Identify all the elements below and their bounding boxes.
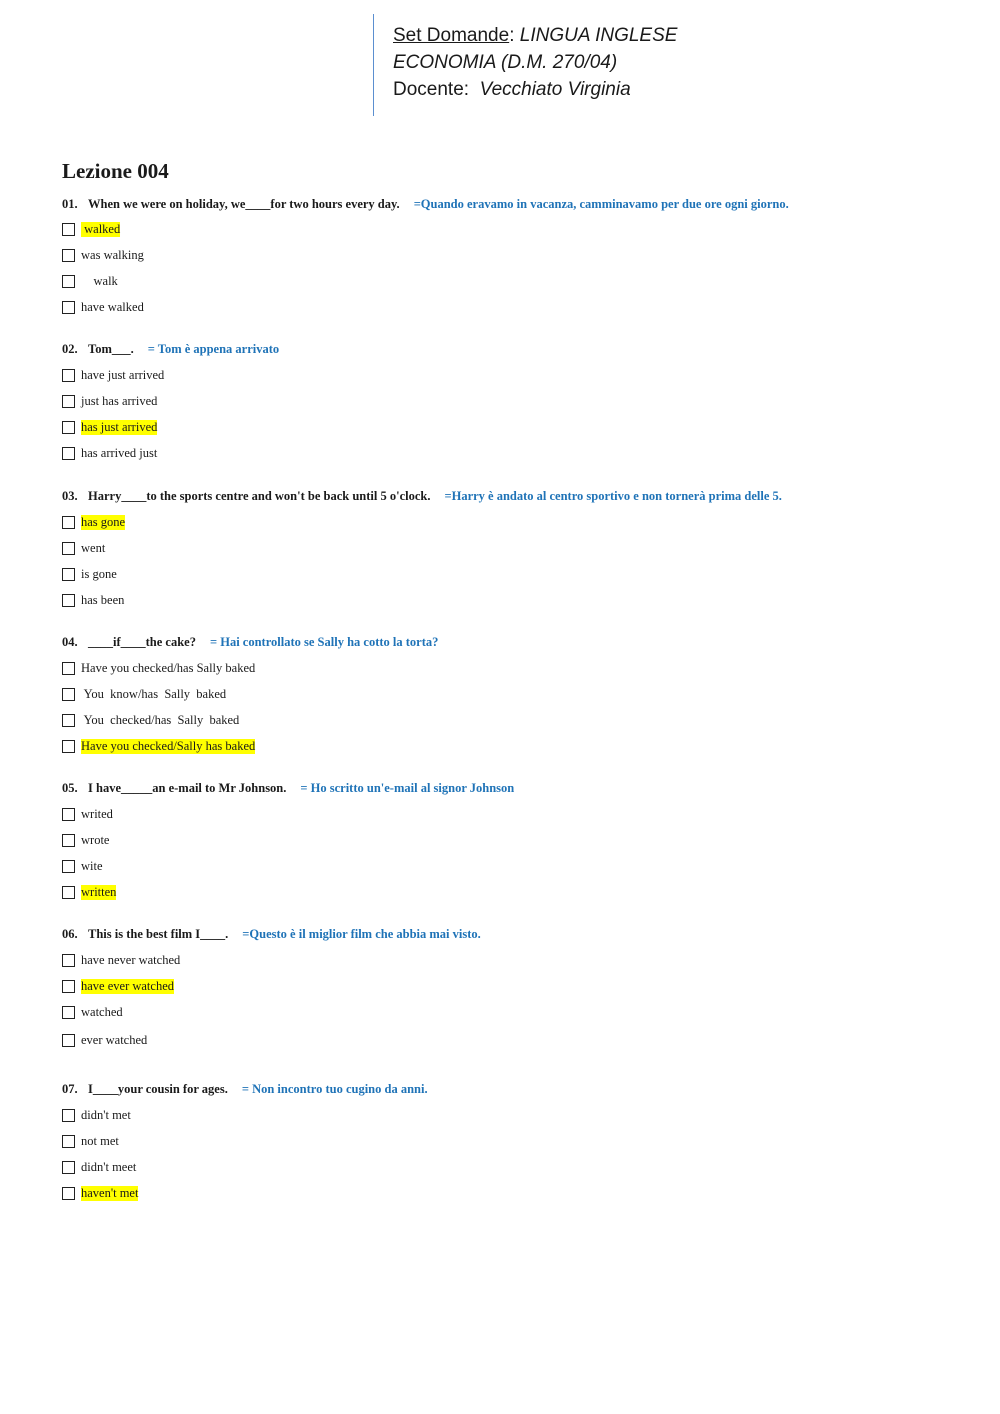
checkbox[interactable]	[62, 980, 75, 993]
question-number: 07.	[62, 1082, 78, 1096]
answer-option[interactable]	[62, 509, 982, 535]
checkbox[interactable]	[62, 395, 75, 408]
question-translation: =Quando eravamo in vacanza, camminavamo per due ore ogni giorno.	[413, 197, 789, 211]
question-translation: = Non incontro tuo cugino da anni.	[241, 1082, 428, 1096]
option-text: haven't met	[81, 1185, 139, 1200]
answer-option[interactable]	[62, 294, 982, 320]
checkbox[interactable]	[62, 223, 75, 236]
header-line-docente	[393, 76, 677, 103]
checkbox[interactable]	[62, 1135, 75, 1148]
checkbox[interactable]	[62, 1006, 75, 1019]
option-text: didn't meet	[81, 1159, 137, 1174]
answer-option[interactable]	[62, 535, 982, 561]
answer-option[interactable]	[62, 268, 982, 294]
checkbox[interactable]	[62, 808, 75, 821]
docente-label: Docente:	[393, 79, 470, 100]
question-translation: = Hai controllato se Sally ha cotto la torta?	[209, 635, 439, 649]
question-line	[62, 195, 982, 213]
option-text: ever watched	[81, 1032, 148, 1047]
question-line	[62, 340, 982, 358]
checkbox[interactable]	[62, 447, 75, 460]
question-text: I____your cousin for ages.	[88, 1082, 228, 1096]
option-text: You know/has Sally baked	[81, 686, 227, 701]
checkbox[interactable]	[62, 954, 75, 967]
set-separator: :	[509, 25, 515, 46]
option-text: just has arrived	[81, 393, 158, 408]
question-number: 05.	[62, 781, 78, 795]
question-text: Tom___.	[88, 342, 134, 356]
question-number: 01.	[62, 197, 78, 211]
answer-option[interactable]	[62, 242, 982, 268]
checkbox[interactable]	[62, 542, 75, 555]
docente-name: Vecchiato Virginia	[479, 79, 631, 100]
checkbox[interactable]	[62, 688, 75, 701]
question-text: I have_____an e-mail to Mr Johnson.	[88, 781, 287, 795]
option-text: writed	[81, 806, 113, 821]
answer-option[interactable]	[62, 440, 982, 466]
question-block	[62, 340, 982, 462]
answer-option[interactable]	[62, 1180, 982, 1206]
answer-option[interactable]	[62, 827, 982, 853]
checkbox[interactable]	[62, 421, 75, 434]
option-text: not met	[81, 1133, 119, 1148]
option-text: have just arrived	[81, 367, 165, 382]
option-text: have walked	[81, 299, 144, 314]
answer-option[interactable]	[62, 733, 982, 759]
option-text: was walking	[81, 247, 144, 262]
subject-name: LINGUA INGLESE	[519, 25, 678, 46]
question-line	[62, 779, 982, 797]
question-text: ____if____the cake?	[88, 635, 196, 649]
answer-option[interactable]	[62, 973, 982, 999]
option-text: watched	[81, 1004, 123, 1019]
answer-option[interactable]	[62, 1102, 982, 1128]
checkbox[interactable]	[62, 1161, 75, 1174]
set-label: Set Domande	[393, 25, 510, 46]
question-block	[62, 633, 982, 755]
question-number: 04.	[62, 635, 78, 649]
checkbox[interactable]	[62, 369, 75, 382]
question-text: When we were on holiday, we____for two hours every day.	[88, 197, 400, 211]
answer-option[interactable]	[62, 362, 982, 388]
answer-option[interactable]	[62, 801, 982, 827]
checkbox[interactable]	[62, 275, 75, 288]
option-text: written	[81, 884, 117, 899]
answer-option[interactable]	[62, 879, 982, 905]
answer-option[interactable]	[62, 1027, 982, 1053]
option-text: wrote	[81, 832, 110, 847]
question-block	[62, 1080, 982, 1202]
answer-option[interactable]	[62, 655, 982, 681]
answer-option[interactable]	[62, 1128, 982, 1154]
checkbox[interactable]	[62, 594, 75, 607]
question-line	[62, 925, 982, 943]
checkbox[interactable]	[62, 886, 75, 899]
question-block	[62, 487, 982, 609]
checkbox[interactable]	[62, 568, 75, 581]
header-divider	[373, 14, 374, 116]
question-number: 02.	[62, 342, 78, 356]
checkbox[interactable]	[62, 834, 75, 847]
option-text: Have you checked/has Sally baked	[81, 660, 256, 675]
option-text: have never watched	[81, 952, 181, 967]
answer-option[interactable]	[62, 561, 982, 587]
option-text: walked	[81, 221, 121, 236]
checkbox[interactable]	[62, 740, 75, 753]
checkbox[interactable]	[62, 249, 75, 262]
checkbox[interactable]	[62, 301, 75, 314]
option-text: has gone	[81, 514, 126, 529]
answer-option[interactable]	[62, 681, 982, 707]
answer-option[interactable]	[62, 414, 982, 440]
checkbox[interactable]	[62, 516, 75, 529]
option-text: is gone	[81, 566, 117, 581]
question-translation: = Ho scritto un'e-mail al signor Johnson	[300, 781, 515, 795]
option-text: didn't met	[81, 1107, 131, 1122]
answer-option[interactable]	[62, 1154, 982, 1180]
option-text: has just arrived	[81, 419, 158, 434]
option-text: wite	[81, 858, 103, 873]
question-line	[62, 1080, 982, 1098]
question-translation: =Questo è il miglior film che abbia mai visto.	[242, 927, 481, 941]
question-block	[62, 195, 982, 317]
answer-option[interactable]	[62, 947, 982, 973]
document-header	[393, 22, 677, 103]
question-text: This is the best film I____.	[88, 927, 229, 941]
question-number: 03.	[62, 489, 78, 503]
question-number: 06.	[62, 927, 78, 941]
checkbox[interactable]	[62, 662, 75, 675]
option-text: walk	[81, 273, 118, 288]
answer-option[interactable]	[62, 388, 982, 414]
option-text: went	[81, 540, 106, 555]
lesson-title: Lezione 004	[62, 159, 169, 183]
course-name: ECONOMIA (D.M. 270/04)	[393, 52, 618, 73]
question-text: Harry____to the sports centre and won't be back until 5 o'clock.	[88, 489, 431, 503]
checkbox[interactable]	[62, 714, 75, 727]
question-line	[62, 487, 982, 505]
question-line	[62, 633, 982, 651]
question-translation: =Harry è andato al centro sportivo e non tornerà prima delle 5.	[444, 489, 782, 503]
checkbox[interactable]	[62, 1109, 75, 1122]
question-block	[62, 779, 982, 901]
option-text: Have you checked/Sally has baked	[81, 738, 256, 753]
option-text: have ever watched	[81, 978, 174, 993]
answer-option[interactable]	[62, 707, 982, 733]
header-line-set	[393, 22, 677, 49]
question-block	[62, 925, 982, 1047]
answer-option[interactable]	[62, 587, 982, 613]
checkbox[interactable]	[62, 1187, 75, 1200]
answer-option[interactable]	[62, 216, 982, 242]
option-text: You checked/has Sally baked	[81, 712, 240, 727]
option-text: has arrived just	[81, 445, 158, 460]
answer-option[interactable]	[62, 853, 982, 879]
question-translation: = Tom è appena arrivato	[147, 342, 280, 356]
option-text: has been	[81, 592, 125, 607]
checkbox[interactable]	[62, 1034, 75, 1047]
answer-option[interactable]	[62, 999, 982, 1025]
checkbox[interactable]	[62, 860, 75, 873]
